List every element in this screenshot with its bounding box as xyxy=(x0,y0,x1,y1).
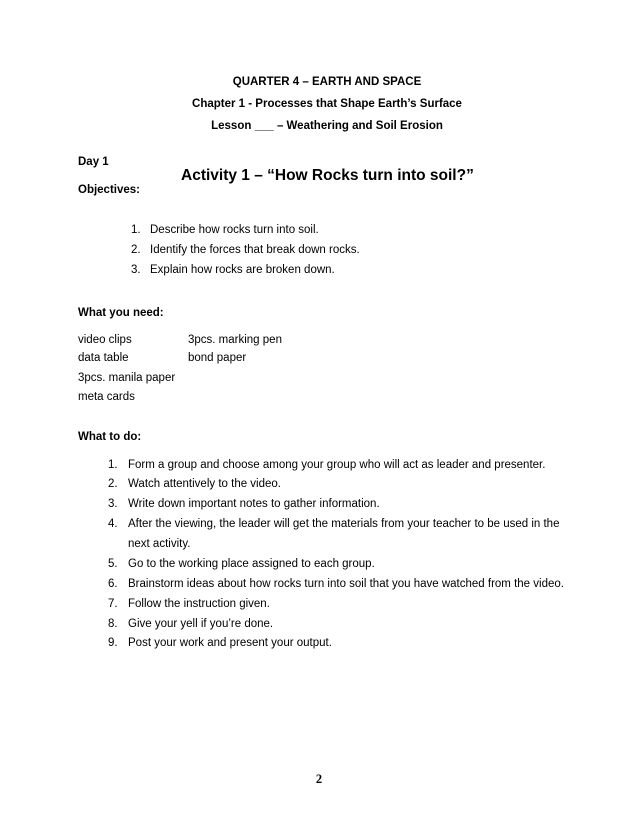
list-text: Go to the working place assigned to each group. xyxy=(128,558,375,570)
list-number: 2. xyxy=(108,478,118,490)
list-item xyxy=(108,558,375,570)
list-text: After the viewing, the leader will get the materials from your teacher to be used in the xyxy=(128,518,560,530)
list-item-continuation xyxy=(108,538,190,550)
lesson-heading: Lesson ___ – Weathering and Soil Erosion xyxy=(211,120,443,132)
day-label: Day 1 xyxy=(78,156,109,168)
list-number: 4. xyxy=(108,518,118,530)
material-item: meta cards xyxy=(78,391,135,403)
list-text: Form a group and choose among your group who will act as leader and presenter. xyxy=(128,459,546,471)
list-item xyxy=(108,598,270,610)
quarter-heading: QUARTER 4 – EARTH AND SPACE xyxy=(232,76,422,88)
list-item xyxy=(131,224,319,236)
list-item xyxy=(108,459,545,471)
material-item: 3pcs. manila paper xyxy=(78,372,176,384)
list-item xyxy=(108,498,380,510)
list-number: 3. xyxy=(131,264,141,276)
page-number: 2 xyxy=(315,772,323,786)
chapter-heading: Chapter 1 - Processes that Shape Earth’s Surface xyxy=(192,98,462,110)
list-text: Post your work and present your output. xyxy=(128,637,332,649)
list-item xyxy=(131,264,335,276)
list-text: Brainstorm ideas about how rocks turn into soil that you have watched from the video. xyxy=(128,578,564,590)
list-text: next activity. xyxy=(128,538,191,550)
material-item: data table xyxy=(78,352,129,364)
material-item: video clips xyxy=(78,334,132,346)
list-text: Watch attentively to the video. xyxy=(128,478,281,490)
list-number: 6. xyxy=(108,578,118,590)
list-text: Write down important notes to gather information. xyxy=(128,498,380,510)
list-text: Give your yell if you’re done. xyxy=(128,618,274,630)
material-item: 3pcs. marking pen xyxy=(188,334,282,346)
list-text: Follow the instruction given. xyxy=(128,598,270,610)
list-text: Explain how rocks are broken down. xyxy=(150,264,335,276)
objectives-heading: Objectives: xyxy=(78,184,140,196)
what-you-need-heading: What you need: xyxy=(78,307,164,319)
list-item xyxy=(108,478,281,490)
list-number: 5. xyxy=(108,558,118,570)
list-number: 1. xyxy=(108,459,118,471)
what-to-do-heading: What to do: xyxy=(78,431,142,443)
list-text: Describe how rocks turn into soil. xyxy=(150,224,319,236)
list-text: Identify the forces that break down rocks. xyxy=(150,244,360,256)
list-item xyxy=(108,637,332,649)
activity-title: Activity 1 – “How Rocks turn into soil?” xyxy=(181,167,474,184)
list-number: 8. xyxy=(108,618,118,630)
list-number: 1. xyxy=(131,224,141,236)
list-number: 7. xyxy=(108,598,118,610)
list-item xyxy=(108,578,564,590)
material-item: bond paper xyxy=(188,352,247,364)
list-item xyxy=(108,618,273,630)
list-number: 3. xyxy=(108,498,118,510)
list-item xyxy=(131,244,360,256)
list-number: 2. xyxy=(131,244,141,256)
list-number: 9. xyxy=(108,637,118,649)
list-item xyxy=(108,518,559,530)
